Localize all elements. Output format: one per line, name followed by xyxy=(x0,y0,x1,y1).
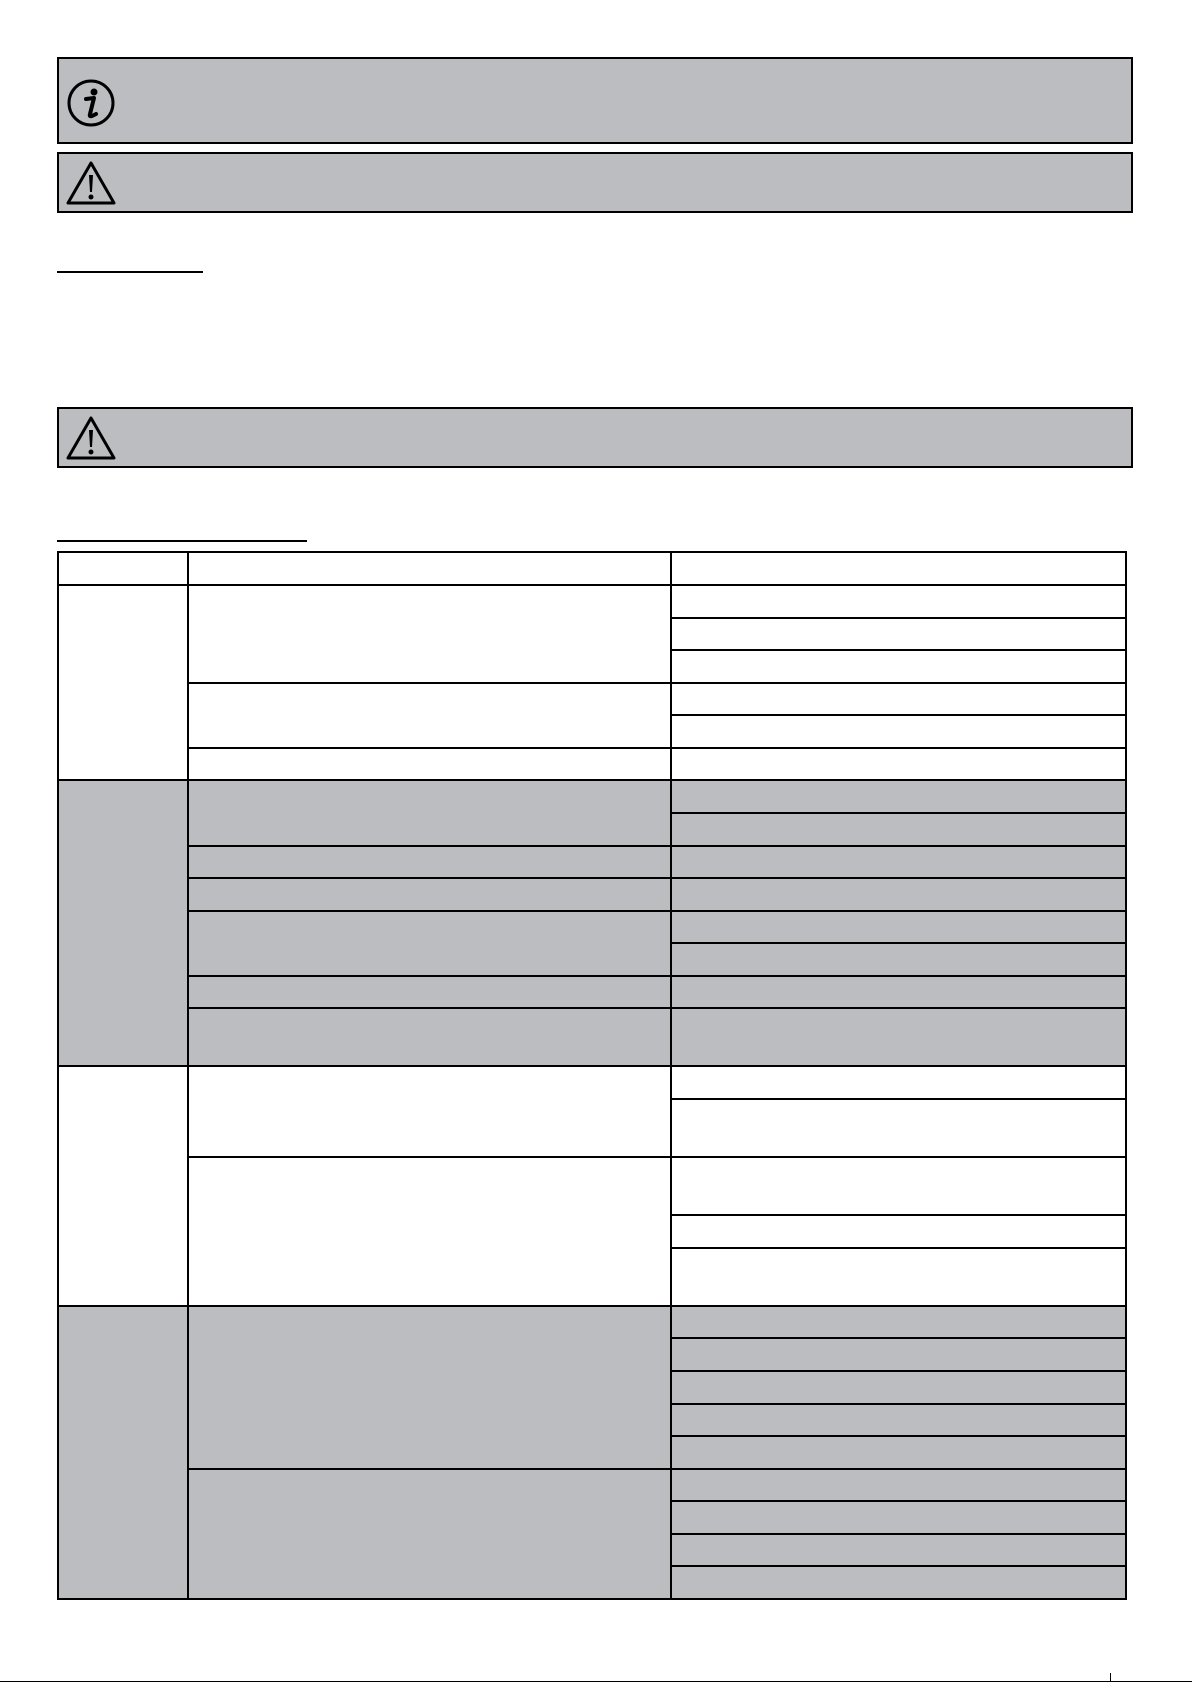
detail-cell xyxy=(671,1501,1126,1534)
subgroup-cell xyxy=(188,911,671,976)
subgroup-cell xyxy=(188,585,671,683)
detail-cell xyxy=(671,1371,1126,1404)
detail-cell xyxy=(671,748,1126,781)
subgroup-cell xyxy=(188,878,671,911)
detail-cell xyxy=(671,813,1126,846)
detail-cell xyxy=(671,715,1126,748)
footer-tick xyxy=(1110,1673,1111,1681)
table-header-cell xyxy=(58,552,188,585)
subgroup-cell xyxy=(188,1306,671,1469)
detail-cell xyxy=(671,943,1126,976)
subgroup-cell xyxy=(188,1008,671,1066)
table-row xyxy=(58,1306,1126,1339)
footer-rule xyxy=(0,1681,1192,1682)
warning-icon xyxy=(65,415,117,466)
detail-cell xyxy=(671,1215,1126,1248)
section-1-heading-underline xyxy=(57,271,203,273)
detail-cell xyxy=(671,1404,1126,1437)
table-header-row xyxy=(58,552,1126,585)
subgroup-cell xyxy=(188,976,671,1009)
table-row xyxy=(58,1469,1126,1502)
group-label-cell xyxy=(58,585,188,780)
warning-callout xyxy=(57,407,1133,468)
subgroup-cell xyxy=(188,1066,671,1157)
detail-cell xyxy=(671,878,1126,911)
section-2-heading-underline xyxy=(57,540,307,542)
table-row xyxy=(58,911,1126,944)
detail-cell xyxy=(671,585,1126,618)
detail-cell xyxy=(671,1066,1126,1099)
detail-cell xyxy=(671,1436,1126,1469)
group-label-cell xyxy=(58,1306,188,1599)
detail-cell xyxy=(671,1157,1126,1215)
detail-cell xyxy=(671,976,1126,1009)
subgroup-cell xyxy=(188,683,671,748)
detail-cell xyxy=(671,780,1126,813)
detail-cell xyxy=(671,1566,1126,1599)
subgroup-cell xyxy=(188,846,671,879)
detail-cell xyxy=(671,650,1126,683)
warning-icon xyxy=(65,160,117,211)
table-row xyxy=(58,976,1126,1009)
group-label-cell xyxy=(58,1066,188,1305)
info-icon xyxy=(65,77,117,134)
table-row xyxy=(58,780,1126,813)
table-row xyxy=(58,878,1126,911)
detail-cell xyxy=(671,1248,1126,1306)
detail-cell xyxy=(671,1306,1126,1339)
warning-callout xyxy=(57,152,1133,213)
subgroup-cell xyxy=(188,780,671,845)
table-header-cell xyxy=(671,552,1126,585)
table-row xyxy=(58,748,1126,781)
detail-cell xyxy=(671,1338,1126,1371)
info-callout xyxy=(57,57,1133,144)
table-header-cell xyxy=(188,552,671,585)
detail-cell xyxy=(671,1008,1126,1066)
table-row xyxy=(58,1157,1126,1215)
troubleshooting-table xyxy=(57,551,1127,1600)
detail-cell xyxy=(671,618,1126,651)
detail-cell xyxy=(671,1469,1126,1502)
detail-cell xyxy=(671,683,1126,716)
detail-cell xyxy=(671,846,1126,879)
table-row xyxy=(58,1066,1126,1099)
table-row xyxy=(58,585,1126,618)
table-row xyxy=(58,683,1126,716)
group-label-cell xyxy=(58,780,188,1066)
detail-cell xyxy=(671,911,1126,944)
table-row xyxy=(58,846,1126,879)
subgroup-cell xyxy=(188,1157,671,1306)
detail-cell xyxy=(671,1099,1126,1157)
subgroup-cell xyxy=(188,1469,671,1599)
table-row xyxy=(58,1008,1126,1066)
subgroup-cell xyxy=(188,748,671,781)
detail-cell xyxy=(671,1534,1126,1567)
